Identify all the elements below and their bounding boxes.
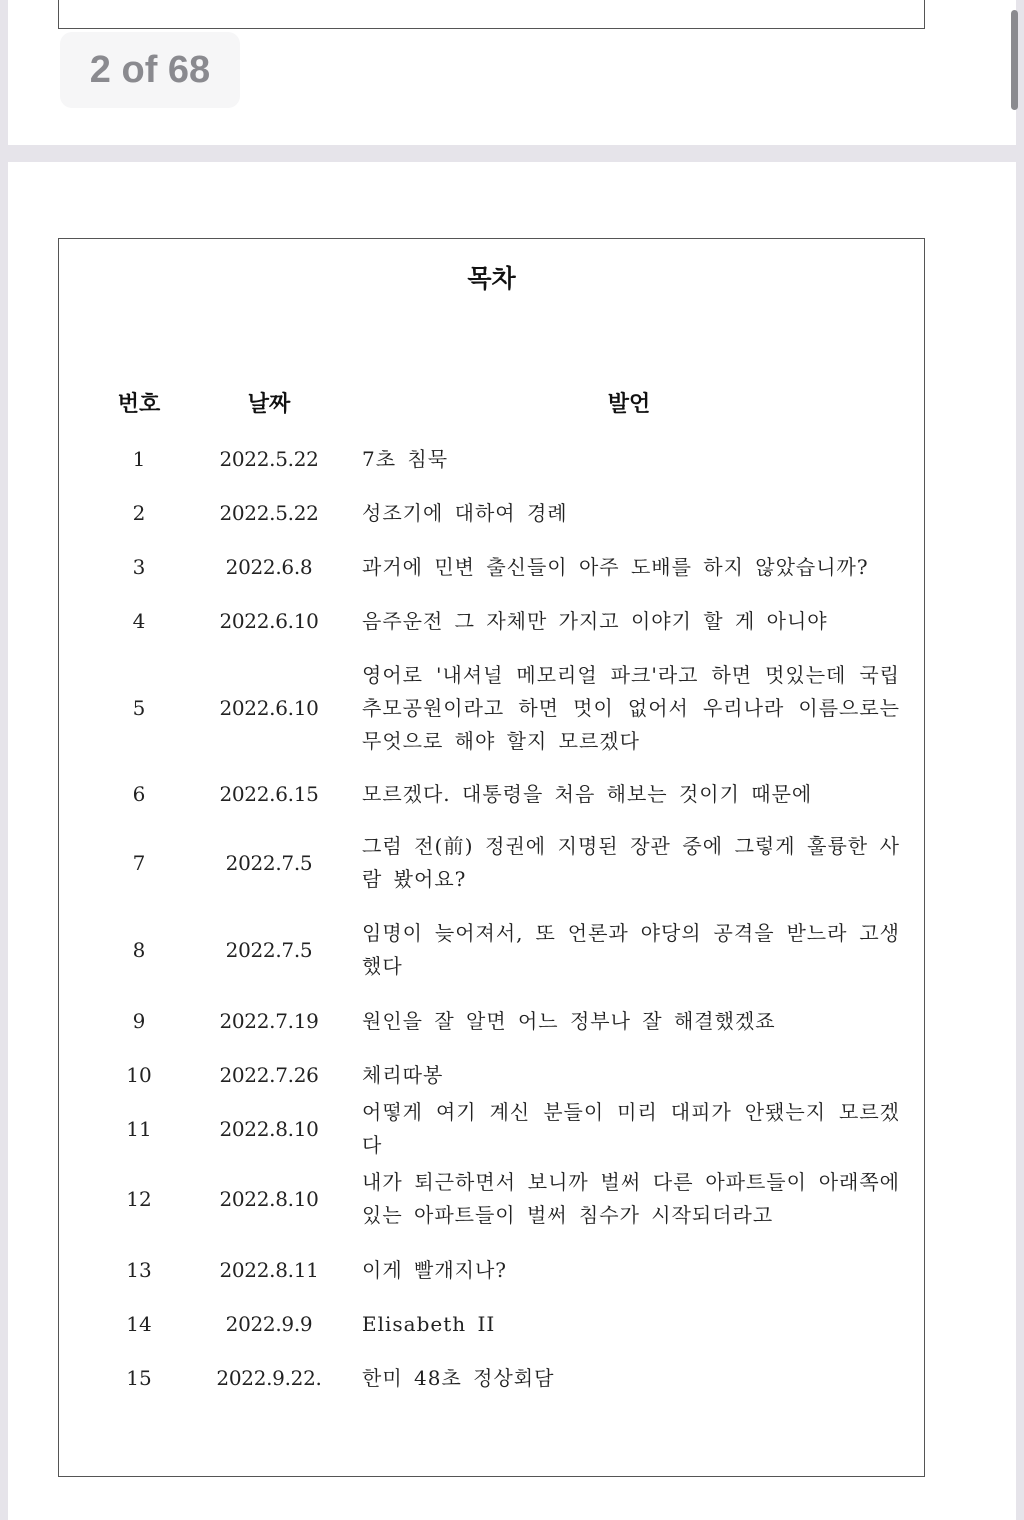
table-row xyxy=(59,1057,924,1093)
table-row xyxy=(59,1003,924,1039)
row-num: 9 xyxy=(132,1009,146,1033)
row-remark: 이게 빨개지나? xyxy=(362,1257,507,1282)
row-remark: 음주운전 그 자체만 가지고 이야기 할 게 아니야 xyxy=(362,608,828,633)
row-num: 8 xyxy=(132,938,146,962)
previous-page xyxy=(8,0,1016,145)
previous-page-frame xyxy=(58,0,925,29)
scrollbar[interactable] xyxy=(1011,10,1018,110)
column-header-remark: 발언 xyxy=(607,392,651,417)
row-date: 2022.6.15 xyxy=(219,782,319,806)
row-num: 7 xyxy=(132,851,146,875)
row-num: 6 xyxy=(132,782,146,806)
table-row xyxy=(59,1165,924,1233)
row-remark: 임명이 늦어져서, 또 언론과 야당의 공격을 받느라 고생했다 xyxy=(362,921,900,978)
row-num: 10 xyxy=(126,1063,152,1087)
row-date: 2022.5.22 xyxy=(219,447,319,471)
row-num: 5 xyxy=(132,696,146,720)
row-remark: 7초 침묵 xyxy=(362,446,449,471)
row-remark: 원인을 잘 알면 어느 정부나 잘 해결했겠죠 xyxy=(362,1008,776,1033)
row-date: 2022.8.11 xyxy=(219,1258,319,1282)
table-row xyxy=(59,1100,924,1157)
row-date: 2022.5.22 xyxy=(219,501,319,525)
table-row xyxy=(59,1306,924,1342)
row-date: 2022.7.26 xyxy=(219,1063,319,1087)
page-indicator: 2 of 68 xyxy=(60,32,240,108)
row-remark: 성조기에 대하여 경례 xyxy=(362,500,568,525)
table-row xyxy=(59,657,924,759)
document-page xyxy=(8,162,1016,1520)
row-num: 1 xyxy=(132,447,146,471)
row-date: 2022.6.8 xyxy=(225,555,313,579)
row-date: 2022.7.19 xyxy=(219,1009,319,1033)
column-header-date: 날짜 xyxy=(247,392,291,417)
row-num: 14 xyxy=(126,1312,152,1336)
row-remark: 한미 48초 정상회담 xyxy=(362,1365,555,1390)
table-row xyxy=(59,916,924,984)
row-num: 2 xyxy=(132,501,146,525)
row-remark: Elisabeth II xyxy=(362,1311,496,1336)
column-header-num: 번호 xyxy=(117,392,161,417)
row-remark: 영어로 '내셔널 메모리얼 파크'라고 하면 멋있는데 국립추모공원이라고 하면 멋이 없어서 우리나라 이름으로는 무엇으로 해야 할지 모르겠다 xyxy=(362,662,900,753)
row-remark: 그럼 전(前) 정권에 지명된 장관 중에 그렇게 훌륭한 사람 봤어요? xyxy=(362,834,900,891)
row-remark: 모르겠다. 대통령을 처음 해보는 것이기 때문에 xyxy=(362,781,813,806)
row-num: 13 xyxy=(126,1258,152,1282)
row-num: 3 xyxy=(132,555,146,579)
table-row xyxy=(59,829,924,897)
row-remark: 체리따봉 xyxy=(362,1062,444,1087)
toc-frame xyxy=(58,238,925,1477)
row-date: 2022.7.5 xyxy=(225,851,313,875)
row-date: 2022.9.22. xyxy=(216,1366,322,1390)
row-remark: 과거에 민변 출신들이 아주 도배를 하지 않았습니까? xyxy=(362,554,869,579)
table-row xyxy=(59,1252,924,1288)
row-num: 12 xyxy=(126,1187,152,1211)
row-date: 2022.8.10 xyxy=(219,1187,319,1211)
row-date: 2022.9.9 xyxy=(225,1312,313,1336)
row-num: 4 xyxy=(132,609,146,633)
row-date: 2022.7.5 xyxy=(225,938,313,962)
row-num: 15 xyxy=(126,1366,152,1390)
table-row xyxy=(59,549,924,585)
row-date: 2022.8.10 xyxy=(219,1117,319,1141)
row-date: 2022.6.10 xyxy=(219,696,319,720)
row-remark: 어떻게 여기 계신 분들이 미리 대피가 안됐는지 모르겠다 xyxy=(362,1100,900,1157)
toc-title: 목차 xyxy=(467,264,516,293)
table-row xyxy=(59,603,924,639)
row-remark: 내가 퇴근하면서 보니까 벌써 다른 아파트들이 아래쪽에 있는 아파트들이 벌써 침수가 시작되더라고 xyxy=(362,1170,900,1227)
table-row xyxy=(59,495,924,531)
row-date: 2022.6.10 xyxy=(219,609,319,633)
table-row xyxy=(59,441,924,477)
table-row xyxy=(59,1360,924,1396)
row-num: 11 xyxy=(126,1117,152,1141)
table-row xyxy=(59,776,924,812)
